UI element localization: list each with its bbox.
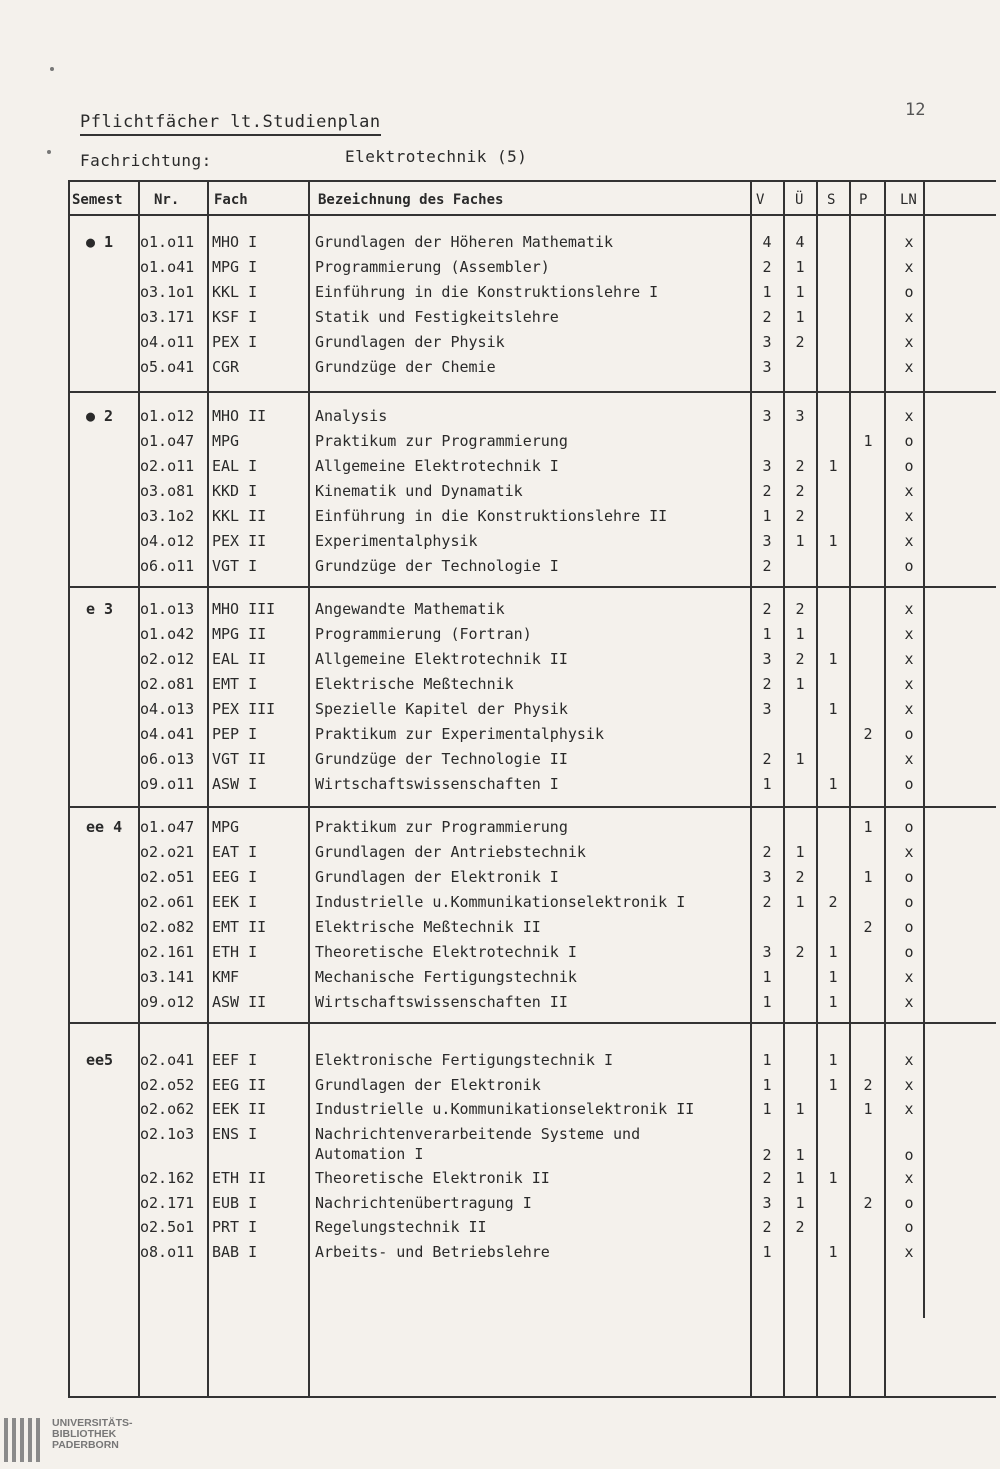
hours-v: 2 [762, 750, 772, 768]
hours-v: 3 [762, 457, 772, 475]
course-number: o2.o52 [140, 1075, 195, 1094]
hours-u: 1 [795, 750, 805, 768]
hours-s: 1 [828, 1242, 838, 1261]
ln-marker: x [904, 1075, 914, 1094]
course-title: Spezielle Kapitel der Physik [315, 700, 568, 718]
hours-v: 1 [762, 775, 772, 793]
hours-u: 1 [795, 675, 805, 693]
course-number: o1.o12 [140, 407, 195, 425]
hours-v: 3 [762, 868, 772, 886]
ln-marker: x [904, 675, 914, 693]
col-header-s: S [827, 192, 836, 208]
hours-v: 3 [762, 333, 772, 351]
course-title: Allgemeine Elektrotechnik II [315, 650, 568, 668]
semester-label: ee5 [86, 1051, 114, 1069]
ln-marker: x [904, 993, 914, 1011]
course-code: EEK I [212, 893, 258, 911]
ln-marker: x [904, 600, 914, 618]
course-number: o2.5o1 [140, 1218, 195, 1236]
course-title: Grundlagen der Physik [315, 333, 505, 351]
col-header-v: V [756, 192, 765, 208]
course-title: Arbeits- und Betriebslehre [315, 1242, 550, 1261]
ln-marker: o [904, 1145, 914, 1164]
course-number: o4.o11 [140, 333, 195, 351]
hours-u: 1 [795, 308, 805, 326]
hours-v: 1 [762, 1051, 772, 1069]
course-code: MPG I [212, 258, 258, 276]
hours-v: 1 [762, 1075, 772, 1094]
ln-marker: o [904, 868, 914, 886]
course-number: o6.o13 [140, 750, 195, 768]
hours-p: 1 [863, 818, 873, 836]
course-title: Theoretische Elektronik II [315, 1169, 550, 1187]
ln-marker: x [904, 650, 914, 668]
hours-u: 2 [795, 457, 805, 475]
hours-s: 2 [828, 893, 838, 911]
hours-v: 1 [762, 283, 772, 301]
hours-v: 2 [762, 893, 772, 911]
hours-v: 2 [762, 308, 772, 326]
hours-v: 2 [762, 258, 772, 276]
hours-u: 2 [795, 507, 805, 525]
hours-v: 4 [762, 233, 772, 251]
course-code: MHO III [212, 600, 276, 618]
hours-u: 1 [795, 258, 805, 276]
course-number: o1.o11 [140, 233, 195, 251]
course-code: EMT I [212, 675, 258, 693]
ln-marker: x [904, 333, 914, 351]
course-number: o2.1o3 [140, 1124, 195, 1143]
hours-v: 2 [762, 675, 772, 693]
ln-marker: o [904, 725, 914, 743]
course-number: o3.171 [140, 308, 195, 326]
hours-s: 1 [828, 968, 838, 986]
hours-v: 3 [762, 650, 772, 668]
hours-v: 3 [762, 532, 772, 550]
course-code: MPG [212, 818, 240, 836]
hours-v: 1 [762, 1242, 772, 1261]
hours-v: 2 [762, 1145, 772, 1164]
fachrichtung-label: Fachrichtung: [80, 151, 212, 170]
hours-v: 3 [762, 358, 772, 376]
hours-v: 1 [762, 1100, 772, 1118]
speck [50, 67, 54, 71]
hours-v: 1 [762, 625, 772, 643]
hours-v: 2 [762, 843, 772, 861]
course-code: EAL II [212, 650, 267, 668]
course-code: EMT II [212, 918, 267, 936]
hours-u: 3 [795, 407, 805, 425]
course-code: MPG II [212, 625, 267, 643]
hours-u: 1 [795, 532, 805, 550]
ln-marker: o [904, 1193, 914, 1212]
ln-marker: x [904, 968, 914, 986]
hours-p: 2 [863, 1075, 873, 1094]
course-number: o1.o42 [140, 625, 195, 643]
course-code: KMF [212, 968, 240, 986]
hours-v: 1 [762, 993, 772, 1011]
course-title: Wirtschaftswissenschaften I [315, 775, 559, 793]
course-title: Elektrische Meßtechnik II [315, 918, 541, 936]
course-number: o1.o47 [140, 432, 195, 450]
course-code: VGT II [212, 750, 267, 768]
course-code: EEK II [212, 1100, 267, 1118]
ln-marker: x [904, 532, 914, 550]
hours-s: 1 [828, 993, 838, 1011]
course-number: o3.1o2 [140, 507, 195, 525]
hours-u: 2 [795, 600, 805, 618]
hours-v: 1 [762, 968, 772, 986]
col-header-nr: Nr. [154, 192, 180, 208]
col-header-bezeichnung: Bezeichnung des Faches [318, 192, 504, 208]
ln-marker: x [904, 258, 914, 276]
hours-u: 2 [795, 333, 805, 351]
course-title: Angewandte Mathematik [315, 600, 505, 618]
course-number: o2.162 [140, 1169, 195, 1187]
course-title: Elektrische Meßtechnik [315, 675, 514, 693]
speck [47, 150, 51, 154]
course-code: MHO II [212, 407, 267, 425]
course-title: Grundzüge der Technologie II [315, 750, 568, 768]
course-title: Mechanische Fertigungstechnik [315, 968, 577, 986]
course-code: PEX I [212, 333, 258, 351]
hours-u: 1 [795, 625, 805, 643]
course-number: o8.o11 [140, 1242, 195, 1261]
col-header-fach: Fach [214, 192, 248, 208]
course-title: Allgemeine Elektrotechnik I [315, 457, 559, 475]
course-title: Elektronische Fertigungstechnik I [315, 1051, 614, 1069]
course-code: ETH II [212, 1169, 267, 1187]
hours-u: 2 [795, 650, 805, 668]
semester-label: ● 2 [86, 407, 114, 425]
course-code: EEG I [212, 868, 258, 886]
col-header-ln: LN [900, 192, 917, 208]
col-header-semester: Semest [72, 192, 123, 208]
hours-p: 1 [863, 1100, 873, 1118]
hours-u: 1 [795, 1145, 805, 1164]
course-code: VGT I [212, 557, 258, 575]
hours-v: 3 [762, 943, 772, 961]
hours-s: 1 [828, 650, 838, 668]
hours-s: 1 [828, 1051, 838, 1069]
hours-p: 1 [863, 868, 873, 886]
course-title: Programmierung (Assembler) [315, 258, 550, 276]
course-code: PRT I [212, 1218, 258, 1236]
course-number: o9.o11 [140, 775, 195, 793]
course-title: Grundzüge der Chemie [315, 358, 496, 376]
ln-marker: o [904, 943, 914, 961]
course-number: o2.o41 [140, 1051, 195, 1069]
course-code: EUB I [212, 1193, 258, 1212]
course-number: o1.o47 [140, 818, 195, 836]
course-number: o2.161 [140, 943, 195, 961]
semester-label: e 3 [86, 600, 114, 618]
ln-marker: o [904, 557, 914, 575]
course-title: Experimentalphysik [315, 532, 478, 550]
hours-s: 1 [828, 1075, 838, 1094]
course-number: o3.141 [140, 968, 195, 986]
hours-u: 2 [795, 482, 805, 500]
ln-marker: x [904, 308, 914, 326]
hours-v: 3 [762, 1193, 772, 1212]
hours-u: 2 [795, 1218, 805, 1236]
hours-u: 2 [795, 943, 805, 961]
course-title: Grundlagen der Höheren Mathematik [315, 233, 614, 251]
course-code: CGR [212, 358, 240, 376]
course-number: o2.o12 [140, 650, 195, 668]
course-title: Nachrichtenübertragung I [315, 1193, 532, 1212]
ln-marker: x [904, 358, 914, 376]
course-title: Praktikum zur Experimentalphysik [315, 725, 604, 743]
course-title: Einführung in die Konstruktionslehre II [315, 507, 668, 525]
hours-v: 2 [762, 482, 772, 500]
course-number: o2.o61 [140, 893, 195, 911]
ln-marker: o [904, 775, 914, 793]
library-footer [0, 1416, 1000, 1469]
course-number: o2.o51 [140, 868, 195, 886]
hours-u: 1 [795, 893, 805, 911]
course-title: Statik und Festigkeitslehre [315, 308, 559, 326]
subjects-table [68, 180, 996, 1398]
course-code: PEX III [212, 700, 276, 718]
ln-marker: x [904, 1100, 914, 1118]
course-code: ASW II [212, 993, 267, 1011]
course-title: Theoretische Elektrotechnik I [315, 943, 577, 961]
course-number: o4.o41 [140, 725, 195, 743]
course-number: o2.o11 [140, 457, 195, 475]
course-title: Grundlagen der Elektronik [315, 1075, 541, 1094]
col-header-u: Ü [795, 192, 804, 208]
hours-p: 2 [863, 725, 873, 743]
course-code: ENS I [212, 1124, 258, 1143]
ln-marker: x [904, 407, 914, 425]
ln-marker: o [904, 1218, 914, 1236]
course-code: KKL I [212, 283, 258, 301]
course-title: Analysis [315, 407, 388, 425]
hours-v: 2 [762, 600, 772, 618]
ln-marker: o [904, 283, 914, 301]
course-code: PEX II [212, 532, 267, 550]
hours-v: 1 [762, 507, 772, 525]
course-number: o9.o12 [140, 993, 195, 1011]
ln-marker: x [904, 1242, 914, 1261]
course-title: Programmierung (Fortran) [315, 625, 532, 643]
course-code: BAB I [212, 1242, 258, 1261]
hours-v: 2 [762, 1169, 772, 1187]
course-number: o4.o12 [140, 532, 195, 550]
course-number: o2.o62 [140, 1100, 195, 1118]
course-title: Regelungstechnik II [315, 1218, 487, 1236]
course-title: Nachrichtenverarbeitende Systeme und [315, 1124, 641, 1143]
course-title: Grundlagen der Antriebstechnik [315, 843, 586, 861]
ln-marker: x [904, 625, 914, 643]
course-code: MHO I [212, 233, 258, 251]
hours-u: 4 [795, 233, 805, 251]
library-logo-text: UNIVERSITÄTS- BIBLIOTHEK PADERBORN [52, 1417, 133, 1451]
hours-u: 1 [795, 1169, 805, 1187]
ln-marker: o [904, 457, 914, 475]
hours-s: 1 [828, 775, 838, 793]
ln-marker: x [904, 750, 914, 768]
ln-marker: x [904, 233, 914, 251]
course-code: EAL I [212, 457, 258, 475]
hours-s: 1 [828, 532, 838, 550]
course-code: PEP I [212, 725, 258, 743]
course-code: EEG II [212, 1075, 267, 1094]
hours-u: 2 [795, 868, 805, 886]
course-title: Praktikum zur Programmierung [315, 432, 568, 450]
document-title: Pflichtfächer lt.Studienplan [80, 112, 381, 136]
course-title: Wirtschaftswissenschaften II [315, 993, 568, 1011]
col-header-p: P [859, 192, 868, 208]
ln-marker: o [904, 893, 914, 911]
course-title: Grundlagen der Elektronik I [315, 868, 559, 886]
ln-marker: o [904, 818, 914, 836]
course-code: MPG [212, 432, 240, 450]
course-code: ASW I [212, 775, 258, 793]
course-number: o2.o21 [140, 843, 195, 861]
hours-s: 1 [828, 1169, 838, 1187]
course-title: Einführung in die Konstruktionslehre I [315, 283, 659, 301]
course-code: KKD I [212, 482, 258, 500]
hours-p: 2 [863, 918, 873, 936]
course-number: o5.o41 [140, 358, 195, 376]
course-title: Praktikum zur Programmierung [315, 818, 568, 836]
semester-label: ● 1 [86, 233, 114, 251]
ln-marker: o [904, 432, 914, 450]
course-number: o3.1o1 [140, 283, 195, 301]
semester-label: ee 4 [86, 818, 123, 836]
course-number: o1.o13 [140, 600, 195, 618]
ln-marker: x [904, 1169, 914, 1187]
ln-marker: o [904, 918, 914, 936]
hours-s: 1 [828, 457, 838, 475]
course-number: o2.171 [140, 1193, 195, 1212]
hours-p: 1 [863, 432, 873, 450]
fachrichtung-value: Elektrotechnik (5) [345, 147, 528, 166]
course-title: Kinematik und Dynamatik [315, 482, 523, 500]
course-title: Grundzüge der Technologie I [315, 557, 559, 575]
hours-v: 3 [762, 700, 772, 718]
hours-v: 3 [762, 407, 772, 425]
course-number: o1.o41 [140, 258, 195, 276]
course-code: ETH I [212, 943, 258, 961]
hours-v: 2 [762, 1218, 772, 1236]
hours-u: 1 [795, 283, 805, 301]
course-title: Industrielle u.Kommunikationselektronik I [315, 893, 686, 911]
course-code: EEF I [212, 1051, 258, 1069]
course-title: Industrielle u.Kommunikationselektronik II [315, 1100, 695, 1118]
course-number: o6.o11 [140, 557, 195, 575]
ln-marker: x [904, 700, 914, 718]
course-number: o2.o82 [140, 918, 195, 936]
ln-marker: x [904, 1051, 914, 1069]
ln-marker: x [904, 507, 914, 525]
page-number: 12 [905, 100, 926, 120]
hours-v: 2 [762, 557, 772, 575]
course-code: KKL II [212, 507, 267, 525]
course-number: o2.o81 [140, 675, 195, 693]
hours-u: 1 [795, 1100, 805, 1118]
course-code: EAT I [212, 843, 258, 861]
ln-marker: x [904, 482, 914, 500]
course-number: o4.o13 [140, 700, 195, 718]
hours-s: 1 [828, 943, 838, 961]
hours-u: 1 [795, 1193, 805, 1212]
course-number: o3.o81 [140, 482, 195, 500]
hours-p: 2 [863, 1193, 873, 1212]
course-code: KSF I [212, 308, 258, 326]
course-title-continued: Automation I [315, 1144, 424, 1163]
ln-marker: x [904, 843, 914, 861]
hours-u: 1 [795, 843, 805, 861]
hours-s: 1 [828, 700, 838, 718]
